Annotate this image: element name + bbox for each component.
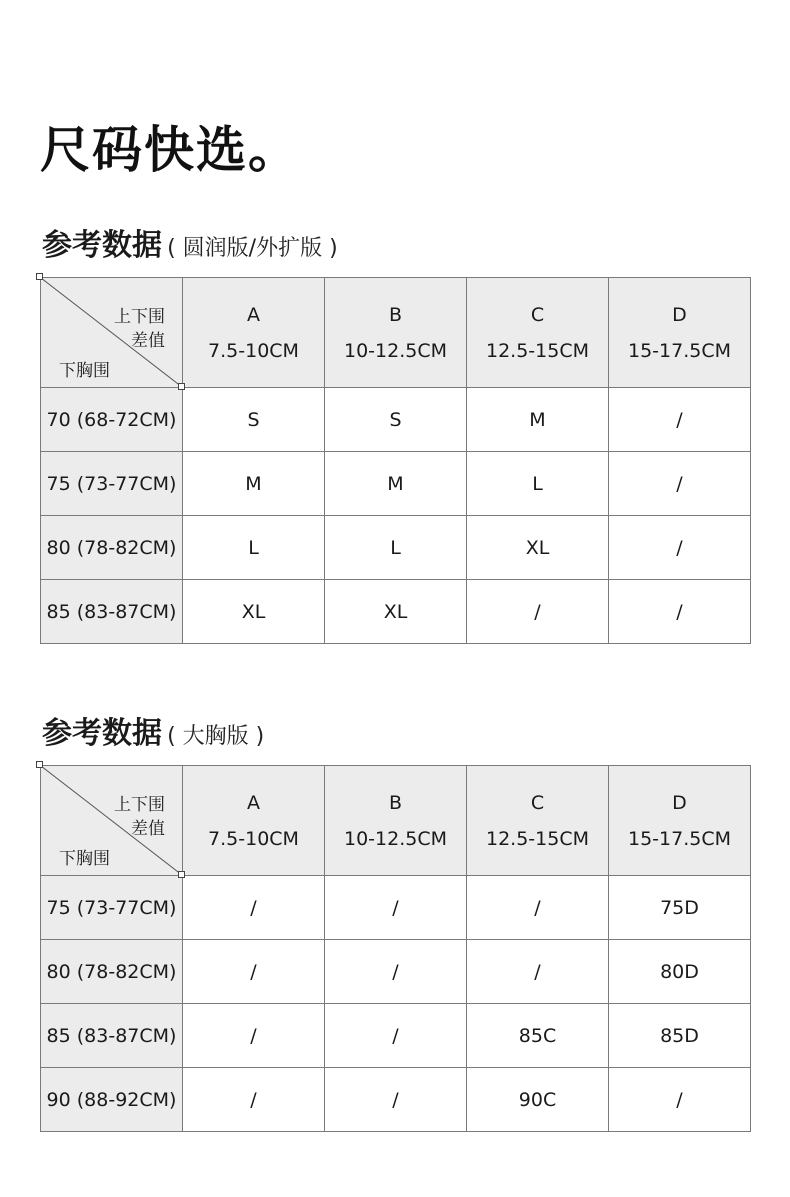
size-cell: / bbox=[609, 388, 751, 452]
section-title-1 bbox=[42, 220, 338, 264]
size-cell: 85C bbox=[467, 1004, 609, 1068]
size-cell: 75D bbox=[609, 876, 751, 940]
size-cell: / bbox=[609, 1068, 751, 1132]
column-header-a bbox=[183, 766, 325, 876]
cup-letter: B bbox=[388, 303, 403, 326]
cup-range: 10-12.5CM bbox=[344, 827, 447, 850]
size-cell: 90C bbox=[467, 1068, 609, 1132]
corner-label-difference-2: 差值 bbox=[131, 331, 165, 351]
table-row bbox=[41, 1004, 751, 1068]
cup-letter: C bbox=[530, 303, 545, 326]
page-title: 尺码快选。 bbox=[40, 121, 300, 179]
corner-handle-top-left bbox=[36, 273, 43, 280]
section-title-2 bbox=[42, 708, 264, 752]
table-row bbox=[41, 876, 751, 940]
row-label: 75 (73-77CM) bbox=[41, 452, 183, 516]
corner-label-difference-1: 上下围 bbox=[114, 795, 165, 815]
size-cell: M bbox=[183, 452, 325, 516]
row-label: 70 (68-72CM) bbox=[41, 388, 183, 452]
size-cell: M bbox=[325, 452, 467, 516]
row-label: 85 (83-87CM) bbox=[41, 580, 183, 644]
size-cell: XL bbox=[325, 580, 467, 644]
row-label: 90 (88-92CM) bbox=[41, 1068, 183, 1132]
size-cell: S bbox=[183, 388, 325, 452]
column-header-d bbox=[609, 766, 751, 876]
row-label: 80 (78-82CM) bbox=[41, 940, 183, 1004]
cup-range: 10-12.5CM bbox=[344, 339, 447, 362]
size-cell: / bbox=[467, 940, 609, 1004]
cup-range: 7.5-10CM bbox=[208, 339, 299, 362]
cup-range: 15-17.5CM bbox=[628, 339, 731, 362]
cup-letter: D bbox=[672, 303, 687, 326]
size-cell: L bbox=[183, 516, 325, 580]
cup-letter: A bbox=[247, 791, 260, 814]
size-cell: / bbox=[325, 876, 467, 940]
cup-range: 7.5-10CM bbox=[208, 827, 299, 850]
column-header-b bbox=[325, 766, 467, 876]
table-header-row bbox=[41, 278, 751, 388]
size-cell: / bbox=[325, 1004, 467, 1068]
cup-range: 12.5-15CM bbox=[486, 339, 589, 362]
row-label: 75 (73-77CM) bbox=[41, 876, 183, 940]
size-cell: S bbox=[325, 388, 467, 452]
cup-range: 12.5-15CM bbox=[486, 827, 589, 850]
size-cell: / bbox=[325, 940, 467, 1004]
section-heading: 参考数据 bbox=[42, 228, 162, 263]
size-cell: M bbox=[467, 388, 609, 452]
size-cell: L bbox=[467, 452, 609, 516]
size-cell: L bbox=[325, 516, 467, 580]
table-row bbox=[41, 452, 751, 516]
size-cell: XL bbox=[467, 516, 609, 580]
size-cell: / bbox=[467, 876, 609, 940]
section-subheading: ( 圆润版/外扩版 ) bbox=[167, 236, 338, 261]
size-cell: / bbox=[183, 940, 325, 1004]
cup-letter: A bbox=[247, 303, 260, 326]
size-cell: XL bbox=[183, 580, 325, 644]
cup-letter: D bbox=[672, 791, 687, 814]
table-row bbox=[41, 1068, 751, 1132]
table-row bbox=[41, 940, 751, 1004]
corner-label-underbust: 下胸围 bbox=[59, 849, 110, 869]
size-cell: / bbox=[183, 876, 325, 940]
row-label: 85 (83-87CM) bbox=[41, 1004, 183, 1068]
cup-range: 15-17.5CM bbox=[628, 827, 731, 850]
column-header-c bbox=[467, 766, 609, 876]
row-label: 80 (78-82CM) bbox=[41, 516, 183, 580]
table-header-row bbox=[41, 766, 751, 876]
cup-letter: C bbox=[530, 791, 545, 814]
size-cell: / bbox=[609, 516, 751, 580]
size-cell: / bbox=[609, 452, 751, 516]
corner-handle-bottom-right bbox=[178, 871, 185, 878]
size-cell: / bbox=[467, 580, 609, 644]
column-header-a bbox=[183, 278, 325, 388]
corner-handle-bottom-right bbox=[178, 383, 185, 390]
size-cell: / bbox=[183, 1068, 325, 1132]
corner-label-difference-2: 差值 bbox=[131, 819, 165, 839]
size-cell: / bbox=[183, 1004, 325, 1068]
size-cell: / bbox=[325, 1068, 467, 1132]
table-row bbox=[41, 388, 751, 452]
size-cell: 85D bbox=[609, 1004, 751, 1068]
table-row bbox=[41, 516, 751, 580]
size-table-regular bbox=[40, 277, 751, 644]
cup-letter: B bbox=[388, 791, 403, 814]
table-row bbox=[41, 580, 751, 644]
corner-label-difference-1: 上下围 bbox=[114, 307, 165, 327]
section-subheading: ( 大胸版 ) bbox=[167, 724, 265, 749]
section-heading: 参考数据 bbox=[42, 716, 162, 751]
corner-cell bbox=[41, 766, 183, 876]
corner-cell bbox=[41, 278, 183, 388]
column-header-b bbox=[325, 278, 467, 388]
size-cell: 80D bbox=[609, 940, 751, 1004]
size-table-large-bust bbox=[40, 765, 751, 1132]
column-header-c bbox=[467, 278, 609, 388]
corner-label-underbust: 下胸围 bbox=[59, 361, 110, 381]
corner-handle-top-left bbox=[36, 761, 43, 768]
size-cell: / bbox=[609, 580, 751, 644]
column-header-d bbox=[609, 278, 751, 388]
